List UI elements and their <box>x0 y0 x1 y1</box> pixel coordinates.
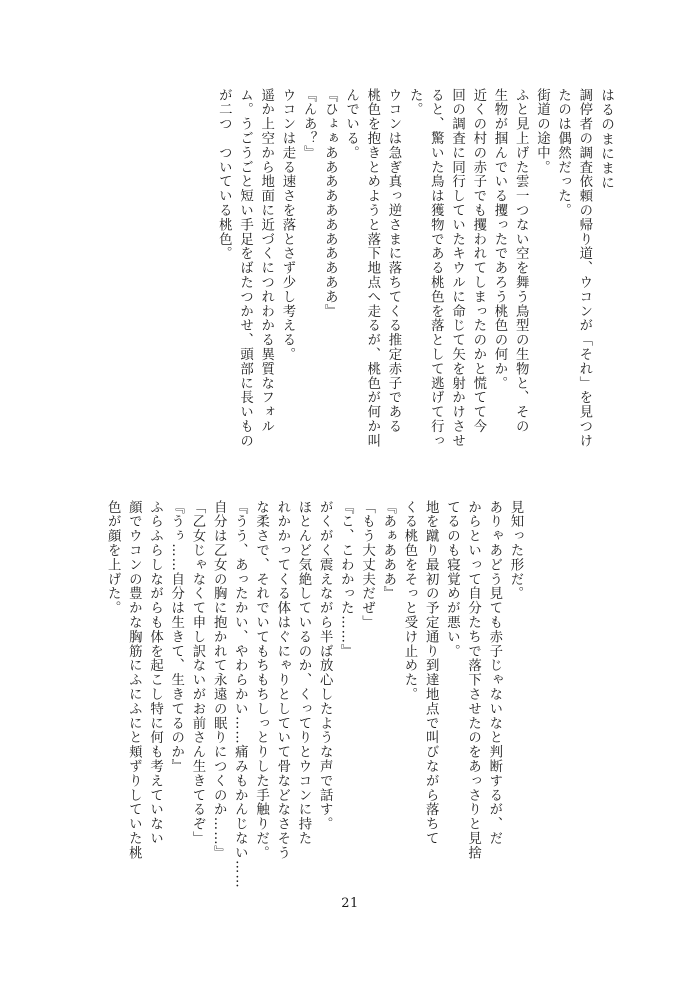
text-line: が二つ ついている桃色。 <box>216 88 232 261</box>
text-line: てるのも寝覚めが悪い。 <box>444 500 460 659</box>
text-line: た。 <box>407 88 423 117</box>
text-line: 『んあ？』 <box>301 88 317 160</box>
top-text-block <box>213 88 616 472</box>
text-line: 『ひょぁあああああああああああ』 <box>322 88 338 319</box>
page-number: 21 <box>341 896 359 911</box>
text-line: 遥か上空から地面に近づくにつれわかる異質なフォル <box>258 88 274 434</box>
text-line: ふらふらしながらも体を起こし特に何も考えていない <box>147 500 163 846</box>
text-line: 地を蹴り最初の予定通り到達地点で叫びながら落ちて <box>423 500 439 846</box>
text-line: 自分は乙女の胸に抱かれて永遠の眠りにつくのか……』 <box>211 500 227 860</box>
text-line: 生物が掴んでいる攫ったであろう桃色の何か。 <box>491 88 507 391</box>
text-line: 「もう大丈夫だぜ」 <box>359 500 375 630</box>
text-line: ると、驚いた鳥は獲物である桃色を落として逃げて行っ <box>428 88 444 448</box>
text-line: 色が顔を上げた。 <box>105 500 121 616</box>
text-line: な柔さで、それでいてもちもちしっとりした手触りだ。 <box>253 500 269 860</box>
text-line: んでいる。 <box>343 88 359 160</box>
text-line: 街道の途中。 <box>534 88 550 175</box>
text-line: 回の調査に同行していたキウルに命じて矢を射かけさせ <box>449 88 465 448</box>
text-line: ウコンは走る速さを落とさず少し考える。 <box>279 88 295 362</box>
bottom-text-block <box>102 500 526 900</box>
text-line: 『こ、こわかった……』 <box>338 500 354 659</box>
text-line: がくがく震えながら半ば放心したような声で話す。 <box>317 500 333 832</box>
text-line: ふと見上げた雲一つない空を舞う鳥型の生物と、その <box>513 88 529 434</box>
text-line: からといって自分たちで落下させたのをあっさりと見捨 <box>465 500 481 860</box>
text-line: 調停者の調査依頼の帰り道、ウコンが「それ」を見つけ <box>576 88 592 448</box>
text-line: ありゃあどう見ても赤子じゃないなと判断するが、だ <box>486 500 502 846</box>
text-line: 「乙女じゃなくて申し訳ないがお前さん生きてるぞ」 <box>189 500 205 846</box>
text-line: 『うう、あったかい、やわらかい……痛みもかんじない…… <box>232 500 248 889</box>
text-line: ほとんど気絶しているのか、くってりとウコンに持た <box>295 500 311 846</box>
text-line: ウコンは急ぎ真っ逆さまに落ちてくる推定赤子である <box>385 88 401 434</box>
text-line: 『あぁあああ』 <box>380 500 396 601</box>
text-line: 顔でウコンの豊かな胸筋にふにふにと頬ずりしていた桃 <box>126 500 142 860</box>
text-line: 『うぅ……自分は生きて、生きてるのか』 <box>168 500 184 774</box>
text-line: 桃色を抱きとめようと落下地点へ走るが、桃色が何か叫 <box>364 88 380 448</box>
text-line: れかかってくる体はぐにゃりとしていて骨などなさそう <box>274 500 290 860</box>
chapter-title: はるのまにまに <box>598 88 614 191</box>
text-line: くる桃色をそっと受け止めた。 <box>401 500 417 702</box>
text-line: 近くの村の赤子でも攫われてしまったのかと慌てて今 <box>470 88 486 434</box>
text-line: たのは偶然だった。 <box>555 88 571 218</box>
text-line: 見知った形だ。 <box>508 500 523 601</box>
text-line: ム。うごうごと短い手足をばたつかせ、頭部に長いもの <box>237 88 253 448</box>
